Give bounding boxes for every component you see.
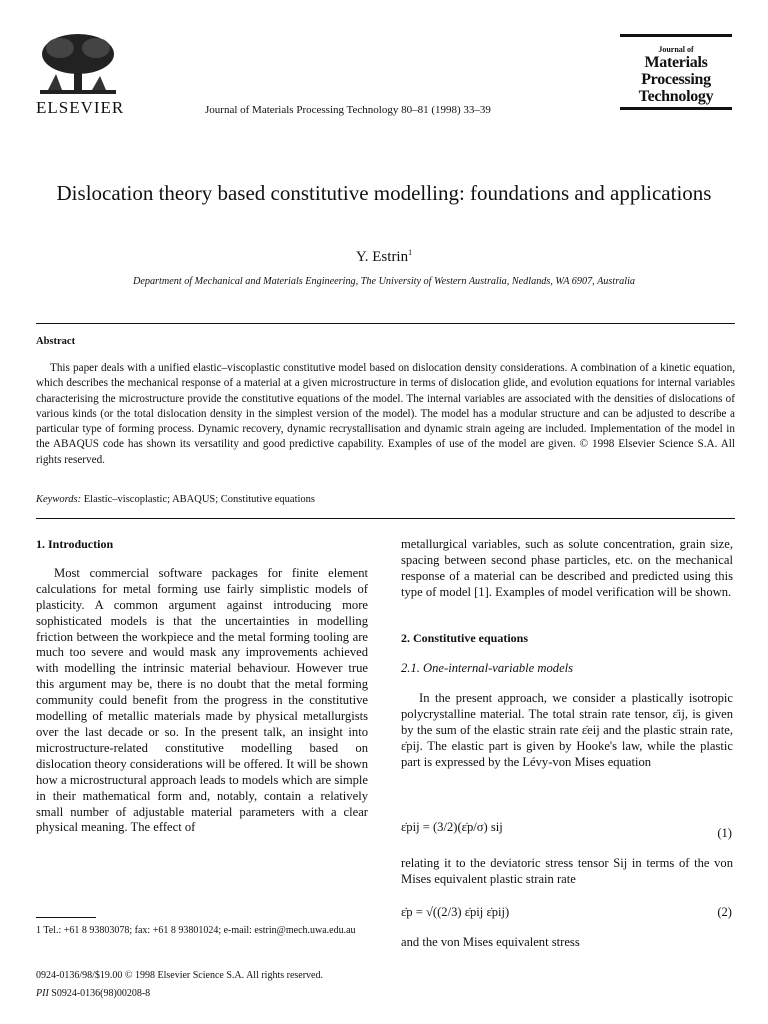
section-heading-introduction: 1. Introduction [36, 537, 114, 551]
author-name: Y. Estrin [355, 249, 409, 265]
left-column [36, 537, 368, 836]
intro-paragraph: Most commercial software packages for finite element calculations for metal forming use fairly simplistic models of plasticity. A common argument against introducing more sophisticated models is that the uncertainties in modelling friction between the workpiece and the metal forming tooling are much too severe and would mask any improvements achieved with modelling the intrinsic material behaviour. However true this argument may be, there is no doubt that the metal forming community could benefit from the progress in the constitutive modelling of metallic materials made by physical metallurgists over the last decade or so. In the present talk, an insight into microstructure-related constitutive modelling based on dislocation theory considerations will be offered. It will be shown how a microstructural approach leads to models which are simple in their mathematical form and, notably, contain a relatively small number of adjustable material parameters with a clear physical meaning. The effect of [36, 565, 368, 835]
author-footnote-mark: 1 [408, 248, 413, 257]
journal-box-small: Journal of [658, 45, 694, 54]
footnote-rule [36, 917, 96, 918]
affiliation: Department of Mechanical and Materials Engineering, The University of Western Australia, Nedlands, WA 6907, Australia [132, 276, 636, 287]
subsection-heading: 2.1. One-internal-variable models [401, 660, 574, 675]
journal-box-line2: Processing [641, 71, 711, 88]
author-line [40, 248, 728, 266]
abstract-bottom-rule [36, 518, 735, 519]
footer-pii [36, 988, 150, 999]
section-heading-constitutive: 2. Constitutive equations [401, 630, 529, 645]
article-title: Dislocation theory based constitutive modelling: foundations and applications [56, 181, 712, 205]
right-column-bottom [401, 935, 733, 951]
equation-1-number: (1) [717, 826, 732, 840]
elsevier-tree-logo [36, 30, 120, 98]
keywords [36, 494, 315, 505]
journal-citation: Journal of Materials Processing Technology 80–81 (1998) 33–39 [205, 104, 491, 116]
footnote: 1 Tel.: +61 8 93803078; fax: +61 8 93801024; e-mail: estrin@mech.uwa.edu.au [36, 925, 356, 936]
abstract-text: This paper deals with a unified elastic–viscoplastic constitutive model based on dislocation density considerations. A combination of a kinetic equation, which describes the mechanical response of a material at a given microstructure in terms of dislocation glide, and evolution equations for internal variables characterising the microstructure provide the constitutive equations of the model. The internal variables are associated with the densities of dislocations of various kinds (or the total dislocation density in the simplest version of the model). The model has a modular structure and can be adjusted to describe a particular type of forming process. Dynamic recovery, dynamic recrystallisation and dynamic strain ageing are included. Implementation of the model in the ABAQUS code has shown its versatility and good predictive capability. Examples of use of the model are given. © 1998 Elsevier Science S.A. All rights reserved. [36, 362, 735, 466]
right-paragraph-1: metallurgical variables, such as solute concentration, grain size, spacing between second phase particles, etc. on the mechanical response of a material can be described and predicted using this type of model [1]. Examples of model verification will be shown. [401, 537, 733, 599]
right-paragraph-2: In the present approach, we consider a plastically isotropic polycrystalline material. The total strain rate tensor, ε̇ij, is given by the sum of the elastic strain rate ε̇eij and the plastic strain rate, ε̇pij. The elastic part is given by Hooke's law, while the plastic part is expressed by the Lévy-von Mises equation [401, 691, 733, 770]
abstract-top-rule [36, 323, 735, 324]
abstract-heading: Abstract [36, 336, 76, 347]
pii-value: S0924-0136(98)00208-8 [51, 988, 151, 999]
journal-box-line1: Materials [644, 54, 708, 71]
right-paragraph-4: and the von Mises equivalent stress [401, 935, 580, 949]
equation-2: ε̇p = √((2/3) ε̇pij ε̇pij) [401, 905, 510, 919]
right-column [401, 537, 733, 771]
equation-2-number: (2) [717, 905, 732, 919]
keywords-label: Keywords: [36, 494, 82, 505]
footer-copyright: 0924-0136/98/$19.00 © 1998 Elsevier Science S.A. All rights reserved. [36, 970, 323, 981]
journal-box-line3: Technology [638, 88, 714, 105]
publisher-name: ELSEVIER [36, 98, 125, 117]
equation-1: ε̇pij = (3/2)(ε̇p/σ) sij [401, 820, 503, 834]
right-column-lower [401, 856, 733, 888]
right-paragraph-3: relating it to the deviatoric stress tensor Sij in terms of the von Mises equivalent plastic strain rate [401, 856, 733, 886]
pii-label: PII [36, 988, 49, 999]
keywords-text: Elastic–viscoplastic; ABAQUS; Constitutive equations [83, 494, 316, 505]
journal-title-box [620, 34, 732, 110]
